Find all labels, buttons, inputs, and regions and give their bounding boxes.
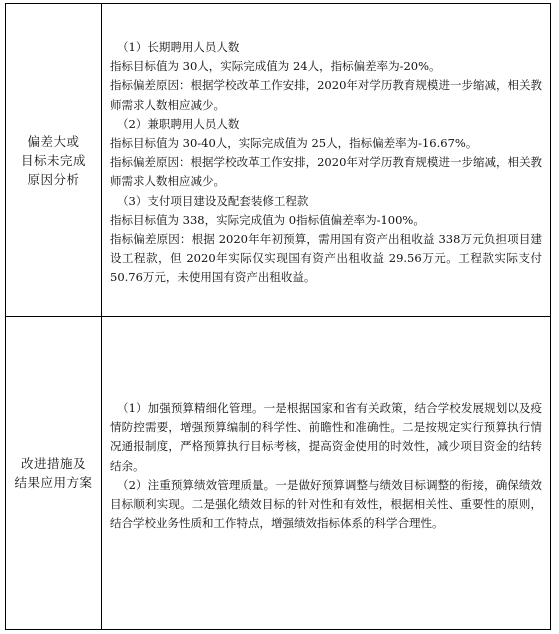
paragraph: （1）加强预算精细化管理。一是根据国家和省有关政策，结合学校发展规划以及疫情防控需要，增强预算编制的科学性、前瞻性和准确性。二是按规定实行预算执行情况通报制度，严格预算执行目标考核，提高资金使用的时效性，减少项目资金的结转结余。 <box>110 401 542 473</box>
paragraph: （2）兼职聘用人员人数 <box>117 116 240 131</box>
paragraph: 指标目标值为 30人，实际完成值为 24人，指标偏差率为-20%。 <box>110 59 441 74</box>
paragraph: 指标偏差原因：根据学校改革工作安排，2020年对学历教育规模进一步缩减，相关教师需求人数相应减少。 <box>110 155 542 189</box>
row-label-line: 目标未完成 <box>20 152 86 168</box>
deviation-analysis-content <box>102 4 550 316</box>
row-label-line: 偏差大或 <box>27 133 80 149</box>
table-row-deviation-analysis <box>6 4 550 317</box>
evaluation-table <box>5 3 551 630</box>
paragraph: 指标目标值为 338，实际完成值为 0指标值偏差率为-100%。 <box>110 212 425 227</box>
improvement-measures-content <box>102 317 550 629</box>
row-label-line: 结果应用方案 <box>14 475 93 490</box>
table-row-improvement-measures <box>6 317 550 629</box>
row-label-improvement-measures <box>6 317 102 629</box>
paragraph: （1）长期聘用人员人数 <box>117 40 240 54</box>
row-label-line: 改进措施及 <box>20 456 86 471</box>
paragraph: （3）支付项目建设及配套装修工程款 <box>117 193 309 208</box>
paragraph: 指标偏差原因：根据 2020年年初预算，需用国有资产出租收益 338万元负担项目建设工程款，但 2020年实际仅实现国有资产出租收益 29.56万元。工程款实际支付 50.76万元，未使用国有资产出租收益。 <box>110 232 542 285</box>
row-label-line: 原因分析 <box>27 171 80 187</box>
paragraph: 指标偏差原因：根据学校改革工作安排，2020年对学历教育规模进一步缩减，相关教师需求人数相应减少。 <box>110 78 542 112</box>
paragraph: （2）注重预算绩效管理质量。一是做好预算调整与绩效目标调整的衔接，确保绩效目标顺利实现。二是强化绩效目标的针对性和有效性，根据相关性、重要性的原则，结合学校业务性质和工作特点，增强绩效指标体系的科学合理性。 <box>110 477 542 531</box>
row-label-deviation-analysis <box>6 4 102 316</box>
paragraph: 指标目标值为 30-40人，实际完成值为 25人，指标偏差率为-16.67%。 <box>110 136 478 151</box>
